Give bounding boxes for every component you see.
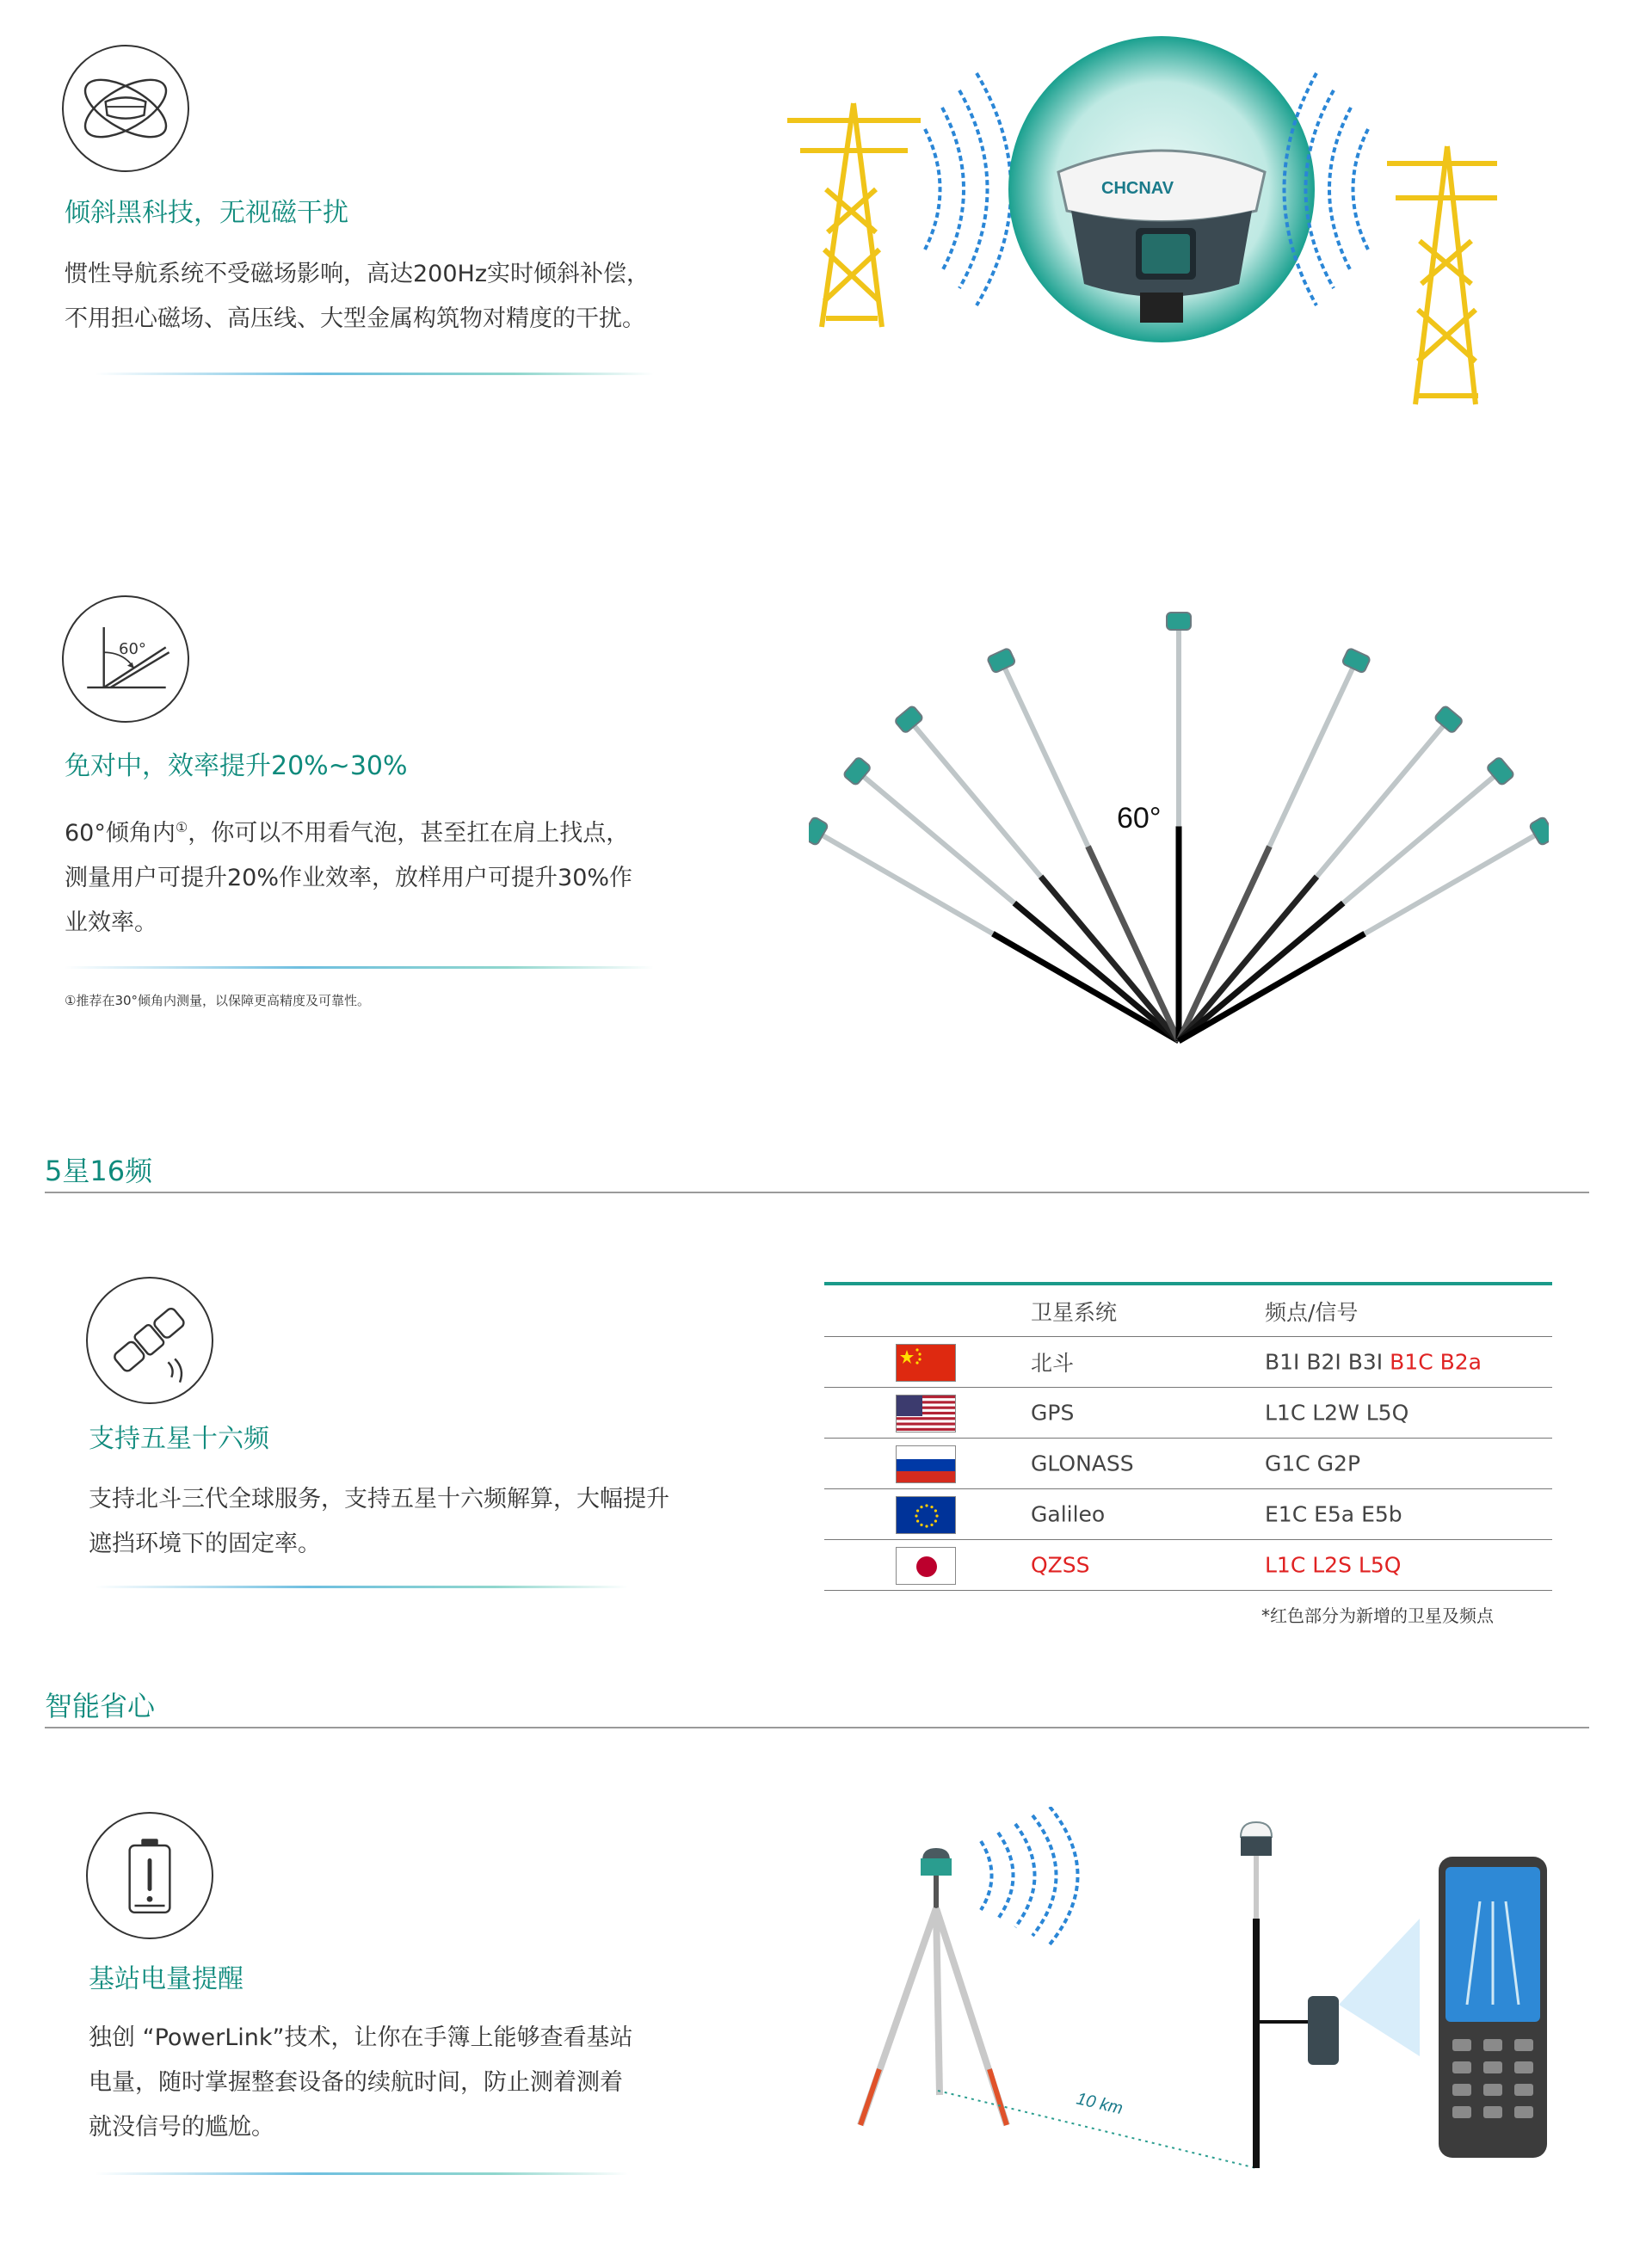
eu-flag xyxy=(896,1496,956,1534)
section-title-smart: 智能省心 xyxy=(45,1690,156,1722)
diagram-angle-label: 60° xyxy=(1117,802,1162,835)
tilt-angle-icon xyxy=(62,595,189,723)
system-cell: Galileo xyxy=(1031,1501,1106,1527)
frequency-existing: L1C L2W L5Q xyxy=(1265,1400,1409,1426)
tilted-poles-diagram xyxy=(809,594,1549,1058)
pole-lower xyxy=(1179,903,1343,1041)
tilt-feature-title: 倾斜黑科技，无视磁干扰 xyxy=(65,198,348,228)
icon-angle-label: 60° xyxy=(119,640,146,658)
distance-label: 10 km xyxy=(1074,2089,1125,2119)
gnss-signal-table xyxy=(824,1282,1552,1591)
pole-upper xyxy=(1343,775,1495,903)
device-brand-label: CHCNAV xyxy=(1101,179,1174,198)
pole-upper xyxy=(862,775,1014,903)
tilt-feature-body xyxy=(65,252,650,342)
five-constellations-title: 支持五星十六频 xyxy=(89,1424,269,1454)
divider xyxy=(95,1586,628,1588)
rover-pole xyxy=(1241,1822,1339,2168)
frequency-existing: G1C G2P xyxy=(1265,1451,1361,1476)
pole-upper xyxy=(821,835,993,933)
table-row xyxy=(824,1439,1552,1489)
no-centering-body xyxy=(65,805,632,946)
table-row xyxy=(824,1489,1552,1540)
russia-flag xyxy=(896,1445,956,1483)
power-reminder-line: 电量，随时掌握整套设备的续航时间，防止测着测着 xyxy=(89,2069,623,2096)
power-tower-right xyxy=(1387,146,1497,404)
handheld-controller xyxy=(1439,1857,1547,2158)
tilt-footnote: ①推荐在30°倾角内测量，以保障更高精度及可靠性。 xyxy=(65,993,371,1008)
header-frequency: 频点/信号 xyxy=(1265,1299,1359,1325)
section-rule xyxy=(45,1192,1589,1193)
section-title-constellations: 5星16频 xyxy=(45,1155,153,1187)
system-cell: 北斗 xyxy=(1031,1351,1075,1376)
frequency-new: B1C B2a xyxy=(1390,1349,1482,1375)
satellite-icon xyxy=(86,1277,213,1404)
system-cell: QZSS xyxy=(1031,1552,1090,1578)
receiver-head xyxy=(1341,648,1371,674)
frequency-existing: E1C E5a E5b xyxy=(1265,1501,1402,1527)
pole-upper xyxy=(1365,835,1537,933)
power-reminder-line: 独创 “PowerLink”技术，让你在手簿上能够查看基站 xyxy=(89,2024,633,2051)
table-row xyxy=(824,1337,1552,1388)
power-reminder-title: 基站电量提醒 xyxy=(89,1964,243,1994)
system-cell: GLONASS xyxy=(1031,1451,1134,1476)
power-reminder-body xyxy=(89,2016,632,2150)
pole-lower xyxy=(1041,877,1179,1041)
no-centering-line: 测量用户可提升20%作业效率，放样用户可提升30%作 xyxy=(65,865,633,891)
china-flag xyxy=(896,1344,956,1382)
tilt-body-line: 不用担心磁场、高压线、大型金属构筑物对精度的干扰。 xyxy=(65,305,645,332)
system-cell: GPS xyxy=(1031,1400,1075,1426)
power-tower-left xyxy=(787,103,921,327)
table-row xyxy=(824,1388,1552,1439)
frequency-cell xyxy=(1265,1553,1401,1578)
table-row xyxy=(824,1540,1552,1591)
frequency-cell xyxy=(1265,1401,1409,1426)
five-constellations-body xyxy=(89,1477,669,1567)
frequency-cell xyxy=(1265,1350,1482,1375)
pole-upper xyxy=(913,724,1040,876)
divider xyxy=(95,373,654,375)
pole-lower xyxy=(1179,877,1316,1041)
receiver-head xyxy=(809,816,829,846)
frequency-existing: B1I B2I B3I xyxy=(1265,1349,1390,1375)
receiver-head xyxy=(987,648,1016,674)
frequency-new: L1C L2S L5Q xyxy=(1265,1552,1402,1578)
tilt-body-line: 惯性导航系统不受磁场影响，高达200Hz实时倾斜补偿， xyxy=(65,261,650,287)
receiver-interference-illustration xyxy=(774,26,1497,422)
pole-upper xyxy=(1269,667,1353,847)
receiver-head xyxy=(1167,613,1191,630)
battery-alert-icon xyxy=(86,1812,213,1939)
frequency-cell xyxy=(1265,1502,1402,1527)
power-reminder-line: 就没信号的尴尬。 xyxy=(89,2114,274,2141)
table-note: *红色部分为新增的卫星及频点 xyxy=(1261,1605,1494,1626)
frequency-cell xyxy=(1265,1451,1360,1476)
pole-upper xyxy=(1004,667,1088,847)
header-system: 卫星系统 xyxy=(1031,1299,1118,1325)
usa-flag xyxy=(896,1395,956,1432)
powerlink-illustration xyxy=(826,1807,1566,2185)
section-rule xyxy=(45,1727,1589,1728)
receiver-head xyxy=(1529,816,1549,846)
pole-upper xyxy=(1316,724,1444,876)
no-centering-line: 业效率。 xyxy=(65,909,157,936)
japan-flag xyxy=(896,1547,956,1585)
five-constellations-line: 遮挡环境下的固定率。 xyxy=(89,1531,321,1557)
no-centering-line: 60°倾角内①，你可以不用看气泡，甚至扛在肩上找点， xyxy=(65,819,630,847)
divider xyxy=(65,966,654,969)
pole-lower xyxy=(1014,903,1179,1041)
five-constellations-line: 支持北斗三代全球服务，支持五星十六频解算，大幅提升 xyxy=(89,1486,669,1513)
divider xyxy=(95,2172,628,2175)
tripod-base-station xyxy=(860,1848,1007,2125)
no-centering-title: 免对中，效率提升20%~30% xyxy=(65,751,408,781)
table-header-row xyxy=(824,1285,1552,1337)
tilt-sensor-icon xyxy=(62,45,189,172)
